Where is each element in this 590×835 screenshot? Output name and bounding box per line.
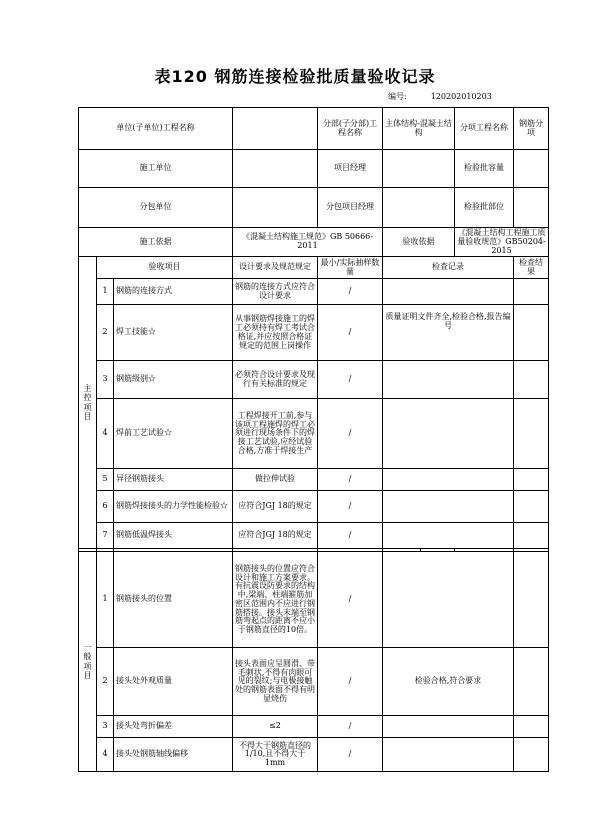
row-result[interactable] (514, 648, 549, 716)
row-design: 接头表面应呈圆滑、带毛刺状,不得有肉眼可见的裂纹;与电极接触处的钢筋表面不得有明显烧伤 (233, 648, 318, 716)
row-design: 应符合JGJ 18的规定 (233, 491, 318, 523)
row-result[interactable] (514, 523, 549, 549)
row-sample[interactable]: / (318, 716, 383, 738)
row-result[interactable] (514, 491, 549, 523)
sub-project-manager-label: 分包项目经理 (318, 188, 383, 228)
col-header-item: 验收项目 (97, 257, 233, 279)
table-row (79, 648, 549, 716)
sub-division-value[interactable]: 主体结构-混凝土结构 (383, 108, 455, 150)
project-manager-value[interactable] (383, 150, 455, 188)
constructor-label: 施工单位 (79, 150, 233, 188)
row-record[interactable] (383, 552, 514, 648)
row-record[interactable] (383, 279, 514, 305)
subcontractor-value[interactable] (233, 188, 318, 228)
row-design: 不得大于钢筋直径的1/10,且不得大于1mm (233, 738, 318, 772)
row-sample[interactable]: / (318, 738, 383, 772)
page-title: 表120 钢筋连接检验批质量验收记录 (154, 67, 436, 86)
row-sample[interactable]: / (318, 399, 383, 469)
sub-project-manager-value[interactable] (383, 188, 455, 228)
row-number: 3 (97, 716, 114, 738)
row-item: 焊前工艺试验☆ (114, 399, 233, 469)
row-record[interactable] (383, 361, 514, 399)
table-row (79, 716, 549, 738)
sub-division-label: 分部(子分部)工程名称 (318, 108, 383, 150)
batch-part-label: 检验批部位 (455, 188, 514, 228)
table-row (79, 469, 549, 491)
row-number: 3 (97, 361, 114, 399)
row-number: 4 (97, 738, 114, 772)
row-sample[interactable]: / (318, 491, 383, 523)
table-row (79, 279, 549, 305)
col-header-result: 检查结果 (514, 257, 549, 279)
row-item: 焊工技能☆ (114, 305, 233, 361)
row-number: 4 (97, 399, 114, 469)
row-sample[interactable]: / (318, 552, 383, 648)
row-result[interactable] (514, 716, 549, 738)
inspection-form-table (78, 107, 549, 772)
row-result[interactable] (514, 305, 549, 361)
table-row (79, 491, 549, 523)
main-section-label: 主控项目 (79, 257, 97, 549)
row-record[interactable] (383, 716, 514, 738)
construction-basis-label: 施工依据 (79, 228, 233, 257)
unit-name-label: 单位(子单位)工程名称 (79, 108, 233, 150)
row-number: 2 (97, 305, 114, 361)
table-row (79, 361, 549, 399)
row-record[interactable] (383, 469, 514, 491)
row-design: 钢筋接头的位置应符合设计和施工方案要求。有抗震设防要求的结构中,梁端、柱端箍筋加密区范围内不应进行钢筋搭接。接头末端至钢筋弯起点的距离不应小于钢筋直径的10倍。 (233, 552, 318, 648)
row-item: 钢筋的连接方式 (114, 279, 233, 305)
row-result[interactable] (514, 738, 549, 772)
row-item: 钢筋低温焊接头 (114, 523, 233, 549)
row-result[interactable] (514, 469, 549, 491)
general-section-label: 一般项目 (79, 552, 97, 772)
row-record[interactable] (383, 491, 514, 523)
acceptance-basis-label: 验收依据 (383, 228, 455, 257)
row-sample[interactable]: / (318, 305, 383, 361)
row-sample[interactable]: / (318, 279, 383, 305)
row-design: 钢筋的连接方式应符合设计要求 (233, 279, 318, 305)
row-item: 接头处外观质量 (114, 648, 233, 716)
item-name-value[interactable]: 钢筋分项 (514, 108, 549, 150)
row-result[interactable] (514, 552, 549, 648)
row-item: 接头处弯折偏差 (114, 716, 233, 738)
subcontractor-label: 分包单位 (79, 188, 233, 228)
row-record[interactable] (383, 738, 514, 772)
batch-part-value[interactable] (514, 188, 549, 228)
project-manager-label: 项目经理 (318, 150, 383, 188)
batch-capacity-value[interactable] (514, 150, 549, 188)
row-item: 钢筋接头的位置 (114, 552, 233, 648)
serial-number (388, 91, 492, 102)
row-design: 做拉伸试验 (233, 469, 318, 491)
row-record[interactable] (383, 523, 514, 549)
row-number: 1 (97, 552, 114, 648)
col-header-design: 设计要求及规范规定 (233, 257, 318, 279)
row-design: 工程焊接开工前,参与该项工程施焊的焊工必须进行现场条件下的焊接工艺试验,应经试验合格,方准于焊接生产 (233, 399, 318, 469)
table-row (79, 552, 549, 648)
serial-value: 120202010203 (430, 92, 492, 101)
row-design: 从事钢筋焊接施工的焊工必须持有焊工考试合格证,并应按照合格证规定的范围上岗操作 (233, 305, 318, 361)
row-record[interactable]: 质量证明文件齐全,检验合格,报告编号 (383, 305, 514, 361)
row-design: ≤2 (233, 716, 318, 738)
row-number: 5 (97, 469, 114, 491)
col-header-record: 检查记录 (383, 257, 514, 279)
row-record[interactable] (383, 399, 514, 469)
table-row (79, 305, 549, 361)
row-sample[interactable]: / (318, 361, 383, 399)
table-row (79, 399, 549, 469)
serial-label: 编号: (388, 92, 407, 101)
row-result[interactable] (514, 399, 549, 469)
col-header-sample: 最小/实际抽样数量 (318, 257, 383, 279)
row-result[interactable] (514, 361, 549, 399)
constructor-value[interactable] (233, 150, 318, 188)
construction-basis-value: 《混凝土结构施工规范》GB 50666-2011 (233, 228, 383, 257)
row-result[interactable] (514, 279, 549, 305)
row-design: 必须符合设计要求及现行有关标准的规定 (233, 361, 318, 399)
row-item: 钢筋级别☆ (114, 361, 233, 399)
batch-capacity-label: 检验批容量 (455, 150, 514, 188)
row-sample[interactable]: / (318, 469, 383, 491)
row-number: 7 (97, 523, 114, 549)
row-record[interactable]: 检验合格,符合要求 (383, 648, 514, 716)
row-item: 接头处钢筋轴线偏移 (114, 738, 233, 772)
row-design: 应符合JGJ 18的规定 (233, 523, 318, 549)
item-name-label: 分项工程名称 (455, 108, 514, 150)
row-sample[interactable]: / (318, 648, 383, 716)
row-number: 1 (97, 279, 114, 305)
acceptance-basis-value: 《混凝土结构工程施工质量验收规范》GB50204-2015 (455, 228, 549, 257)
unit-name-value[interactable] (233, 108, 318, 150)
row-item: 异径钢筋接头 (114, 469, 233, 491)
row-number: 6 (97, 491, 114, 523)
table-row (79, 738, 549, 772)
row-item: 钢筋焊接接头的力学性能检验☆ (114, 491, 233, 523)
row-sample[interactable]: / (318, 523, 383, 549)
table-row (79, 523, 549, 549)
row-number: 2 (97, 648, 114, 716)
